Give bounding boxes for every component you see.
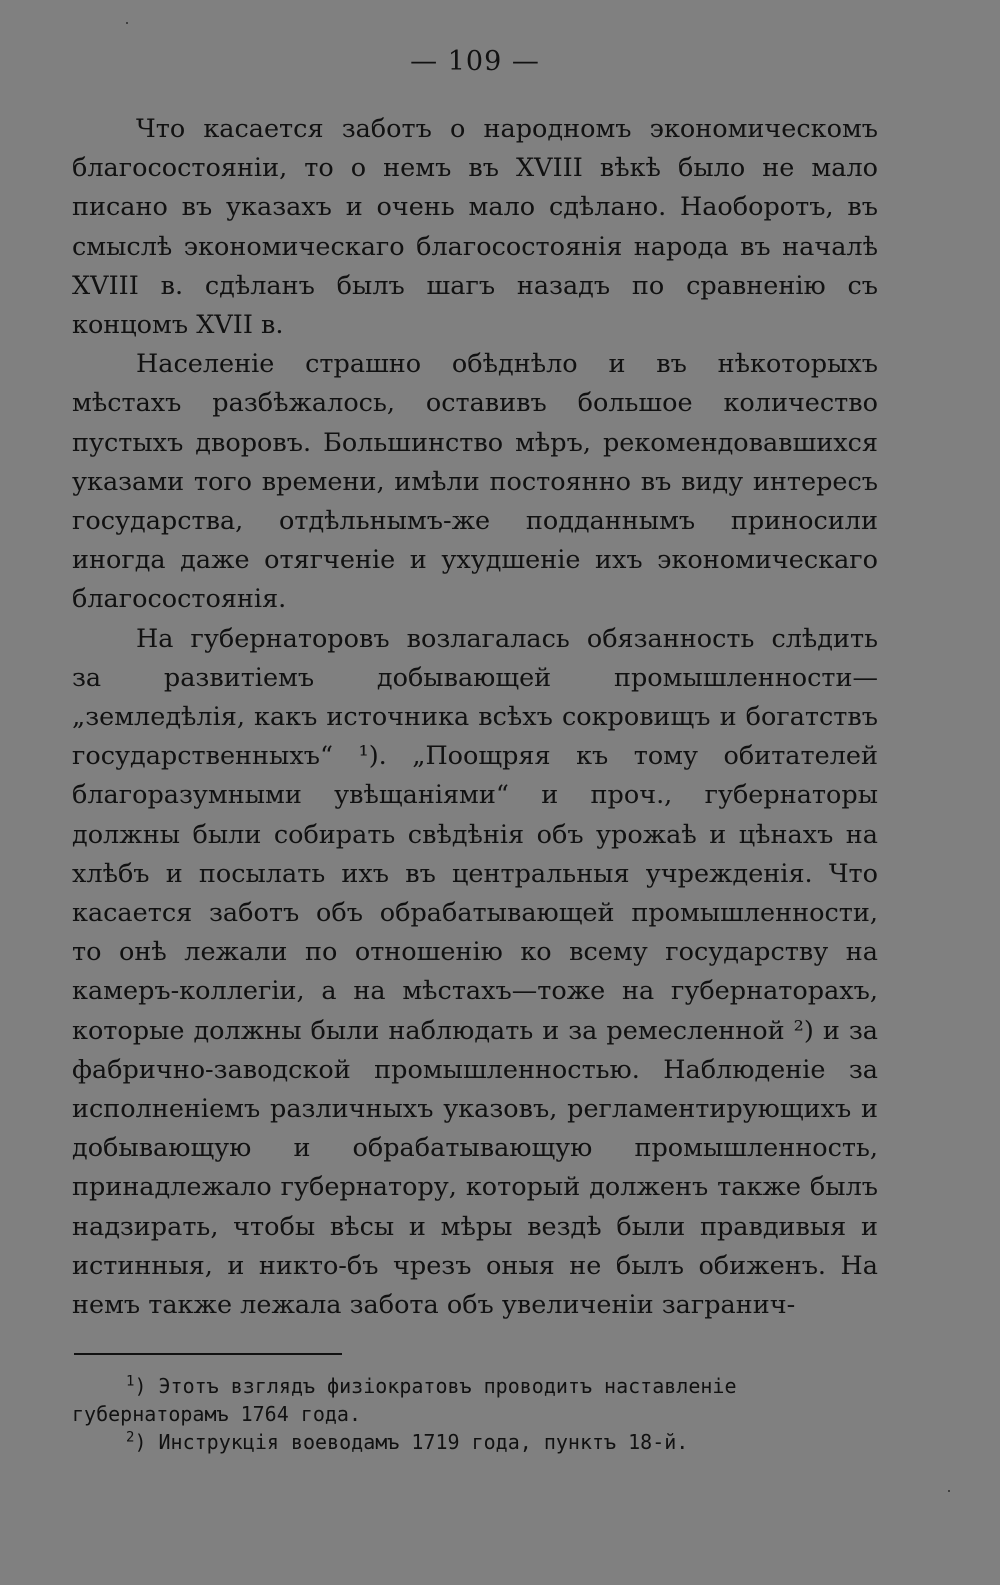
print-speck (948, 1490, 950, 1492)
footnotes (72, 1372, 878, 1456)
footnote-1-mark: 1 (126, 1373, 135, 1390)
footnote-2-mark: 2 (126, 1429, 135, 1446)
footnote-1 (72, 1372, 878, 1428)
paragraph-governors-duties: На губернаторовъ возлагалась обязанность слѣдить за развитіемъ добывающей промышленности—„земледѣлія, какъ источника всѣхъ сокровищъ и богатствъ государственныхъ“ ¹). „Поощряя къ тому обитателей благоразумными увѣщаніями“ и проч., губернаторы должны были собирать свѣдѣнія объ урожаѣ и цѣнахъ на хлѣбъ и посылать ихъ въ центральныя учрежденія. Что касается заботъ объ обрабатывающей промышленности, то онѣ лежали по отношенію ко всему государству на камеръ-коллегіи, а на мѣстахъ—тоже на губернаторахъ, которые должны были наблюдать и за ремесленной ²) и за фабрично-заводской промышленностью. Наблюденіе за исполненіемъ различныхъ указовъ, регламентирующихъ и добывающую и обрабатывающую промышленность, принадлежало губернатору, который долженъ также былъ надзирать, чтобы вѣсы и мѣры вездѣ были правдивыя и истинныя, и никто-бъ чрезъ оныя не былъ обиженъ. На немъ также лежала забота объ увеличеніи загранич- (72, 623, 878, 1321)
footnote-1-text: ) Этотъ взглядъ физіократовъ проводитъ наставленіе губернаторамъ 1764 года. (72, 1374, 737, 1426)
paragraph-economic-welfare: Что касается заботъ о народномъ экономическомъ благосостоянiи, то о немъ въ XVIII вѣкѣ было не мало писано въ указахъ и очень мало сдѣлано. Наоборотъ, въ смыслѣ экономическаго благосостоянія народа въ началѣ XVIII в. сдѣланъ былъ шагъ назадъ по сравненію съ концомъ XVII в. (72, 114, 878, 341)
page-number: — 109 — (410, 46, 540, 77)
footnote-divider (74, 1353, 342, 1355)
footnote-2-text: ) Инструкція воеводамъ 1719 года, пунктъ 18-й. (134, 1430, 689, 1454)
main-text (72, 110, 878, 1325)
paragraph-population: Населеніе страшно обѣднѣло и въ нѣкоторыхъ мѣстахъ разбѣжалось, оставивъ большое количество пустыхъ дворовъ. Большинство мѣръ, рекомендовавшихся указами того времени, имѣли постоянно въ виду интересъ государства, отдѣльнымъ-же подданнымъ приносили иногда даже отягченіе и ухудшеніе ихъ экономическаго благосостоянія. (72, 349, 878, 615)
footnote-2 (72, 1428, 878, 1456)
book-page (72, 0, 878, 1585)
